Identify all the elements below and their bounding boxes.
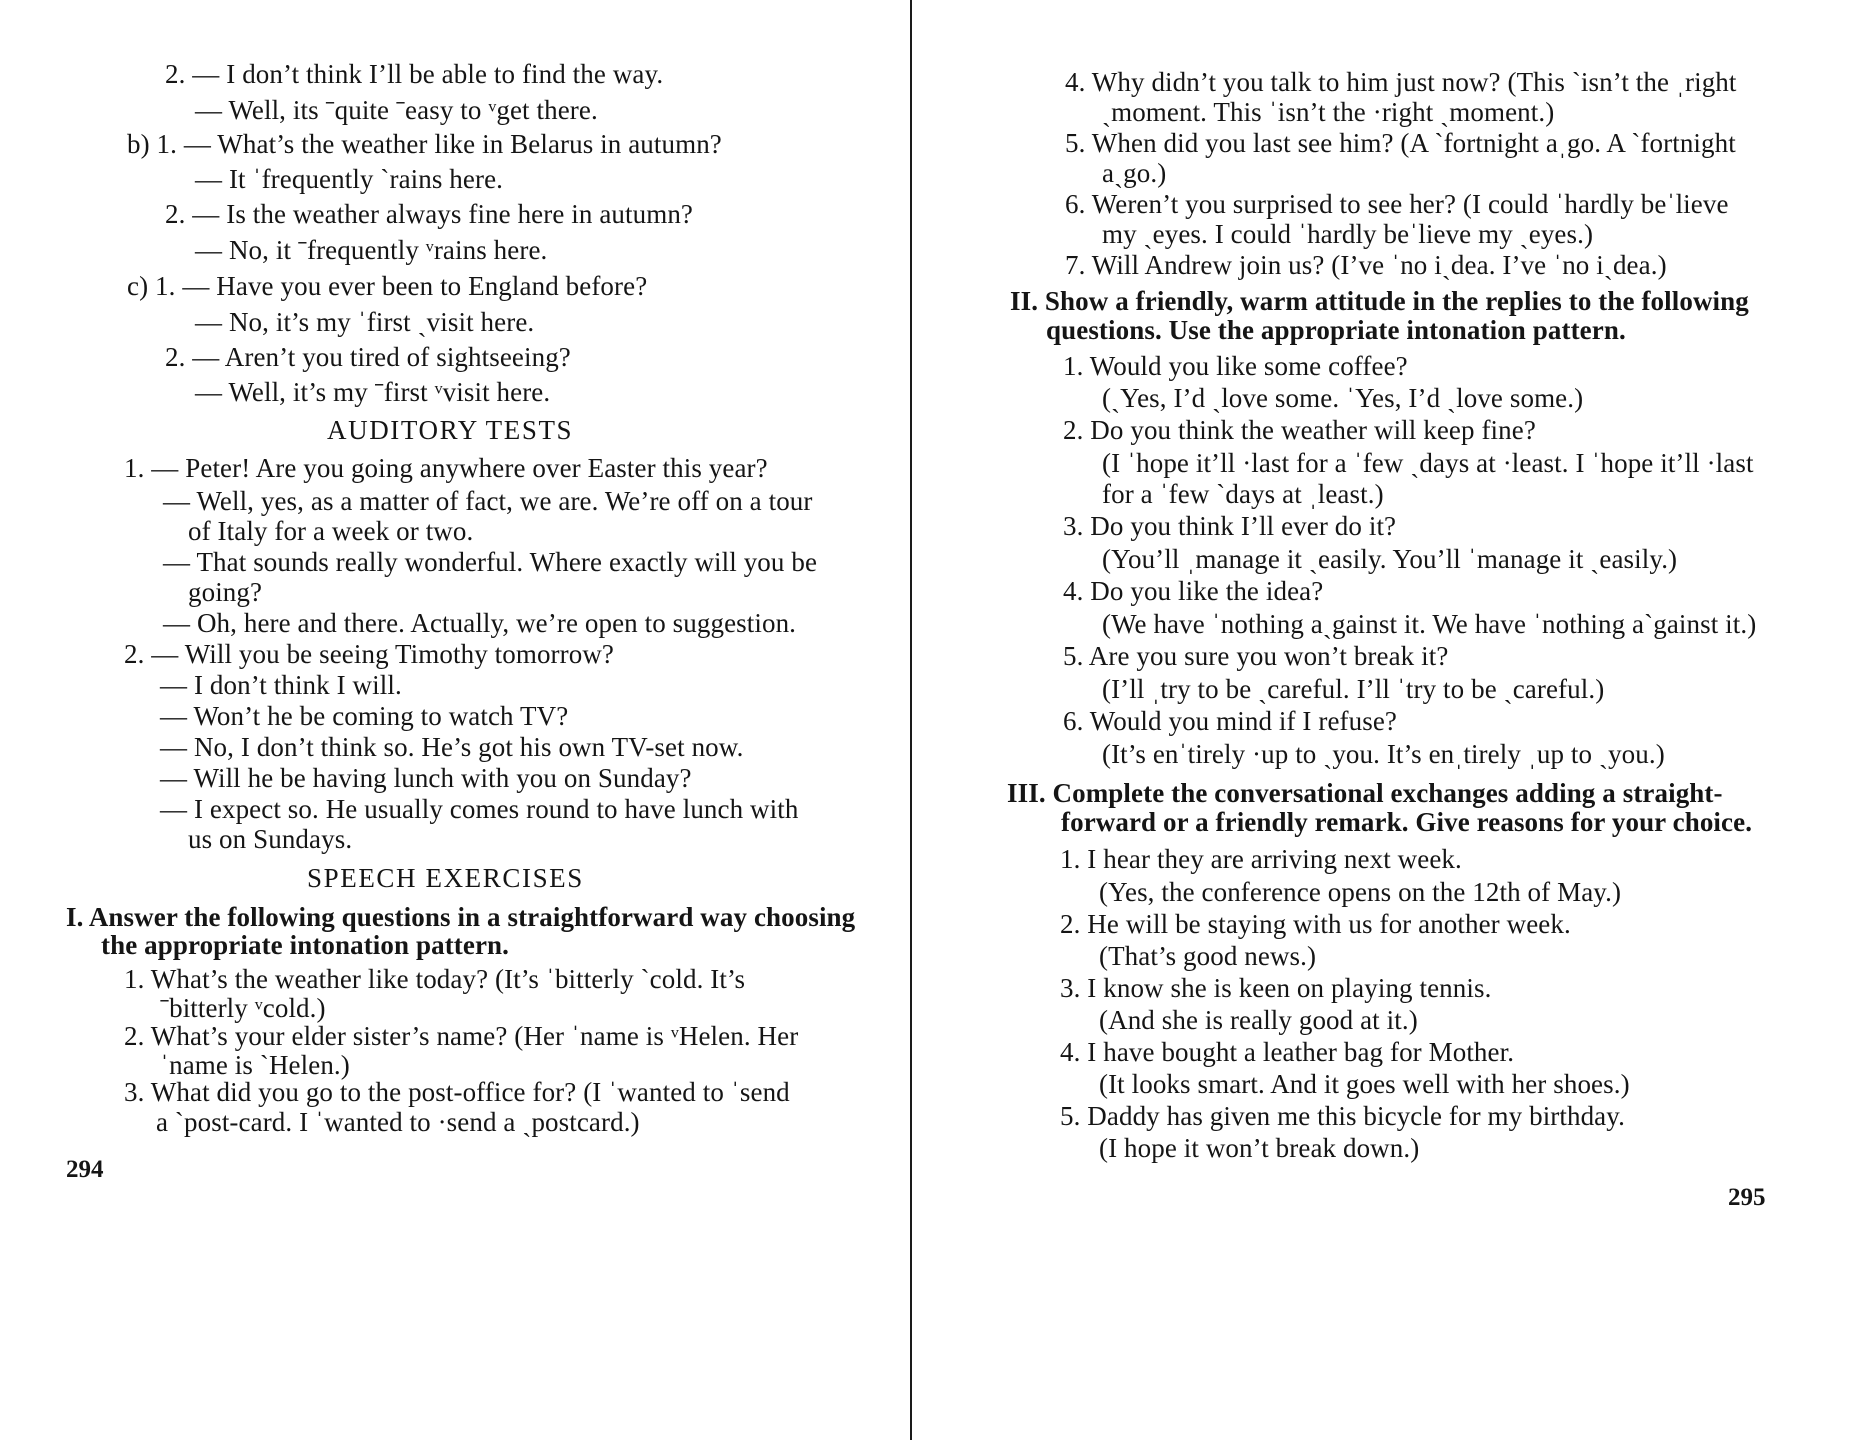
text-line: 2. He will be staying with us for another week. — [1060, 909, 1571, 939]
text-line: 5. When did you last see him? (A ˋfortnight aˌgo. A ˋfortnight — [1065, 128, 1736, 158]
text-line: — I don’t think I will. — [160, 670, 402, 700]
text-line: 6. Would you mind if I refuse? — [1063, 706, 1398, 736]
text-line: 7. Will Andrew join us? (I’ve ˈno iˎdea. I’ve ˈno iˏdea.) — [1065, 250, 1667, 280]
section-heading-speech-exercises: SPEECH EXERCISES — [307, 863, 584, 893]
text-line: — No, it ˉfrequently ᵛrains here. — [195, 235, 548, 265]
text-line: 1. — Peter! Are you going anywhere over Easter this year? — [124, 453, 768, 483]
text-line: — That sounds really wonderful. Where exactly will you be — [163, 547, 818, 577]
text-line: (And she is really good at it.) — [1099, 1005, 1418, 1035]
text-line: 3. Do you think I’ll ever do it? — [1063, 511, 1397, 541]
text-line: — Won’t he be coming to watch TV? — [160, 701, 569, 731]
text-line: — I expect so. He usually comes round to have lunch with — [160, 794, 799, 824]
exercise-instruction: the appropriate intonation pattern. — [101, 930, 510, 960]
text-line: going? — [188, 577, 263, 607]
text-line: 1. What’s the weather like today? (It’s ˈbitterly ˋcold. It’s — [124, 964, 746, 994]
text-line: ˈname is ˋHelen.) — [160, 1050, 350, 1080]
text-line: (That’s good news.) — [1099, 941, 1317, 971]
text-line: of Italy for a week or two. — [188, 516, 474, 546]
text-line: 5. Are you sure you won’t break it? — [1063, 641, 1449, 671]
text-line: (ˎYes, I’d ˎlove some. ˈYes, I’d ˏlove some.) — [1102, 383, 1584, 413]
exercise-instruction: II. Show a friendly, warm attitude in the replies to the following — [1010, 286, 1749, 316]
text-line: 1. Would you like some coffee? — [1063, 351, 1408, 381]
text-line: — Will he be having lunch with you on Sunday? — [160, 763, 692, 793]
text-line: (I hope it won’t break down.) — [1099, 1133, 1420, 1163]
text-line: 4. Do you like the idea? — [1063, 576, 1324, 606]
text-line: 3. I know she is keen on playing tennis. — [1060, 973, 1492, 1003]
text-line: 2. — Aren’t you tired of sightseeing? — [165, 342, 571, 372]
text-line: — No, it’s my ˈfirst ˎvisit here. — [195, 307, 535, 337]
text-line: c) 1. — Have you ever been to England before? — [127, 271, 648, 301]
text-line: 5. Daddy has given me this bicycle for my birthday. — [1060, 1101, 1625, 1131]
text-line: 2. — I don’t think I’ll be able to find the way. — [165, 59, 664, 89]
book-gutter — [910, 0, 912, 1440]
text-line: (Yes, the conference opens on the 12th of May.) — [1099, 877, 1622, 907]
right-page — [915, 0, 1853, 1440]
text-line: ˉbitterly ᵛcold.) — [160, 993, 326, 1023]
text-line: — It ˈfrequently ˋrains here. — [195, 164, 504, 194]
text-line: 3. What did you go to the post-office for? (I ˈwanted to ˈsend — [124, 1077, 790, 1107]
exercise-instruction: III. Complete the conversational exchanges adding a straight- — [1007, 778, 1723, 808]
exercise-instruction: questions. Use the appropriate intonation pattern. — [1046, 315, 1626, 345]
text-line: for a ˈfew ˋdays at ˌleast.) — [1102, 479, 1384, 509]
text-line: — Well, yes, as a matter of fact, we are. We’re off on a tour — [163, 486, 813, 516]
text-line: 2. Do you think the weather will keep fine? — [1063, 415, 1536, 445]
exercise-instruction: forward or a friendly remark. Give reasons for your choice. — [1061, 807, 1753, 837]
left-page — [0, 0, 905, 1440]
text-line: (It’s enˈtirely ·up to ˏyou. It’s enˌtirely ˌup to ˏyou.) — [1102, 739, 1665, 769]
text-line: (We have ˈnothing aˏgainst it. We have ˈnothing aˋgainst it.) — [1102, 609, 1757, 639]
text-line: 4. Why didn’t you talk to him just now? (This ˋisn’t the ˌright — [1065, 67, 1737, 97]
exercise-instruction: I. Answer the following questions in a straightforward way choosing — [66, 902, 856, 932]
text-line: aˏgo.) — [1102, 158, 1167, 188]
text-line: (I ˈhope it’ll ·last for a ˈfew ˏdays at ·least. I ˈhope it’ll ·last — [1102, 448, 1754, 478]
text-line: — Well, it’s my ˉfirst ᵛvisit here. — [195, 377, 551, 407]
text-line: my ˏeyes. I could ˈhardly beˈlieve my ˎeyes.) — [1102, 219, 1594, 249]
page-number: 294 — [66, 1156, 104, 1183]
text-line: — Oh, here and there. Actually, we’re open to suggestion. — [163, 608, 797, 638]
text-line: 6. Weren’t you surprised to see her? (I could ˈhardly beˈlieve — [1065, 189, 1729, 219]
text-line: 4. I have bought a leather bag for Mother. — [1060, 1037, 1515, 1067]
text-line: (You’ll ˌmanage it ˏeasily. You’ll ˈmanage it ˏeasily.) — [1102, 544, 1678, 574]
text-line: ˏmoment. This ˈisn’t the ·right ˎmoment.) — [1102, 97, 1555, 127]
section-heading-auditory-tests: AUDITORY TESTS — [327, 415, 574, 445]
text-line: 2. — Will you be seeing Timothy tomorrow? — [124, 639, 615, 669]
text-line: 2. What’s your elder sister’s name? (Her ˈname is ᵛHelen. Her — [124, 1021, 799, 1051]
text-line: 1. I hear they are arriving next week. — [1060, 844, 1462, 874]
text-line: (It looks smart. And it goes well with her shoes.) — [1099, 1069, 1630, 1099]
text-line: b) 1. — What’s the weather like in Belarus in autumn? — [127, 129, 722, 159]
text-line: a ˋpost-card. I ˈwanted to ·send a ˏpostcard.) — [156, 1107, 640, 1137]
text-line: (I’ll ˌtry to be ˎcareful. I’ll ˈtry to be ˏcareful.) — [1102, 674, 1605, 704]
text-line: — No, I don’t think so. He’s got his own TV-set now. — [160, 732, 744, 762]
text-line: 2. — Is the weather always fine here in autumn? — [165, 199, 694, 229]
text-line: — Well, its ˉquite ˉeasy to ᵛget there. — [195, 95, 598, 125]
page-number: 295 — [1728, 1184, 1766, 1211]
text-line: us on Sundays. — [188, 824, 353, 854]
